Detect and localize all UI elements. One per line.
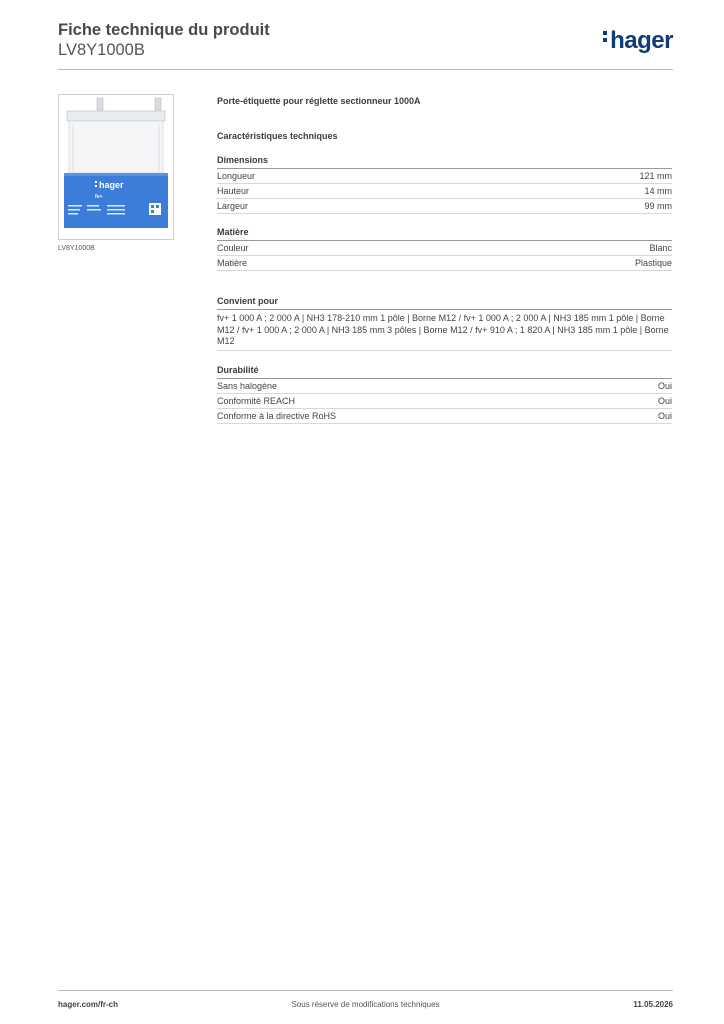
label-subtitle: fv+ — [95, 194, 103, 200]
table-row — [217, 379, 672, 394]
product-image — [58, 94, 174, 240]
section-title: Convient pour — [217, 295, 672, 310]
row-value: 99 mm — [644, 201, 672, 211]
row-value: 14 mm — [644, 186, 672, 196]
section-title: Matière — [217, 226, 672, 241]
row-value: Oui — [657, 410, 672, 421]
table-row — [217, 199, 672, 214]
row-value: 121 mm — [639, 171, 672, 181]
row-label: Conforme à la directive RoHS — [217, 410, 337, 421]
hager-logo[interactable] — [603, 28, 673, 54]
table-row — [217, 169, 672, 184]
table-row — [217, 241, 672, 256]
table-row — [217, 409, 672, 424]
product-image-caption: LV8Y1000B — [58, 245, 95, 252]
footer-website-link[interactable]: hager.com/fr-ch — [58, 1000, 119, 1009]
logo-text: hager — [610, 27, 673, 54]
page-footer — [58, 990, 673, 1014]
row-value: Blanc — [649, 243, 672, 253]
product-illustration — [59, 95, 173, 239]
row-label: Hauteur — [217, 186, 250, 196]
footer-notice: Sous réserve de modifications techniques — [291, 1000, 440, 1009]
page-header — [58, 20, 673, 70]
section-dimensions — [217, 154, 672, 214]
row-label: Sans halogène — [217, 380, 278, 391]
tech-characteristics-title: Caractéristiques techniques — [217, 131, 338, 141]
product-description: Porte-étiquette pour réglette sectionneur 1000A — [217, 96, 421, 106]
label-logo: hager — [99, 180, 124, 190]
table-row — [217, 184, 672, 199]
row-value: Oui — [657, 380, 672, 391]
section-title: Dimensions — [217, 154, 672, 169]
section-matiere — [217, 226, 672, 271]
row-label: Matière — [217, 258, 248, 268]
row-value: Plastique — [634, 258, 672, 268]
row-value: Oui — [657, 395, 672, 406]
section-durabilite — [217, 364, 672, 424]
row-label: Conformité REACH — [217, 395, 296, 406]
table-row — [217, 256, 672, 271]
footer-date: 11.05.2026 — [633, 1000, 673, 1009]
compatibility-text: fv+ 1 000 A ; 2 000 A | NH3 178-210 mm 1 pôle | Borne M12 / fv+ 1 000 A ; 2 000 A | NH3 185 mm 1 pôle | Borne M12 / fv+ 1 000 A ; 2 000 A | NH3 185 mm 3 pôles | Borne M12 / fv+ 910 A ; 1 820 A | NH3 185 mm 1 pôle | Borne M12 — [217, 310, 672, 351]
section-title: Durabilité — [217, 364, 672, 379]
row-label: Largeur — [217, 201, 249, 211]
logo-dots-icon — [603, 28, 608, 45]
row-label: Couleur — [217, 243, 249, 253]
section-convient — [217, 295, 672, 351]
table-row — [217, 394, 672, 409]
product-content — [217, 95, 672, 424]
row-label: Longueur — [217, 171, 256, 181]
page-title: Fiche technique du produit — [58, 21, 270, 39]
product-reference: LV8Y1000B — [58, 41, 145, 59]
